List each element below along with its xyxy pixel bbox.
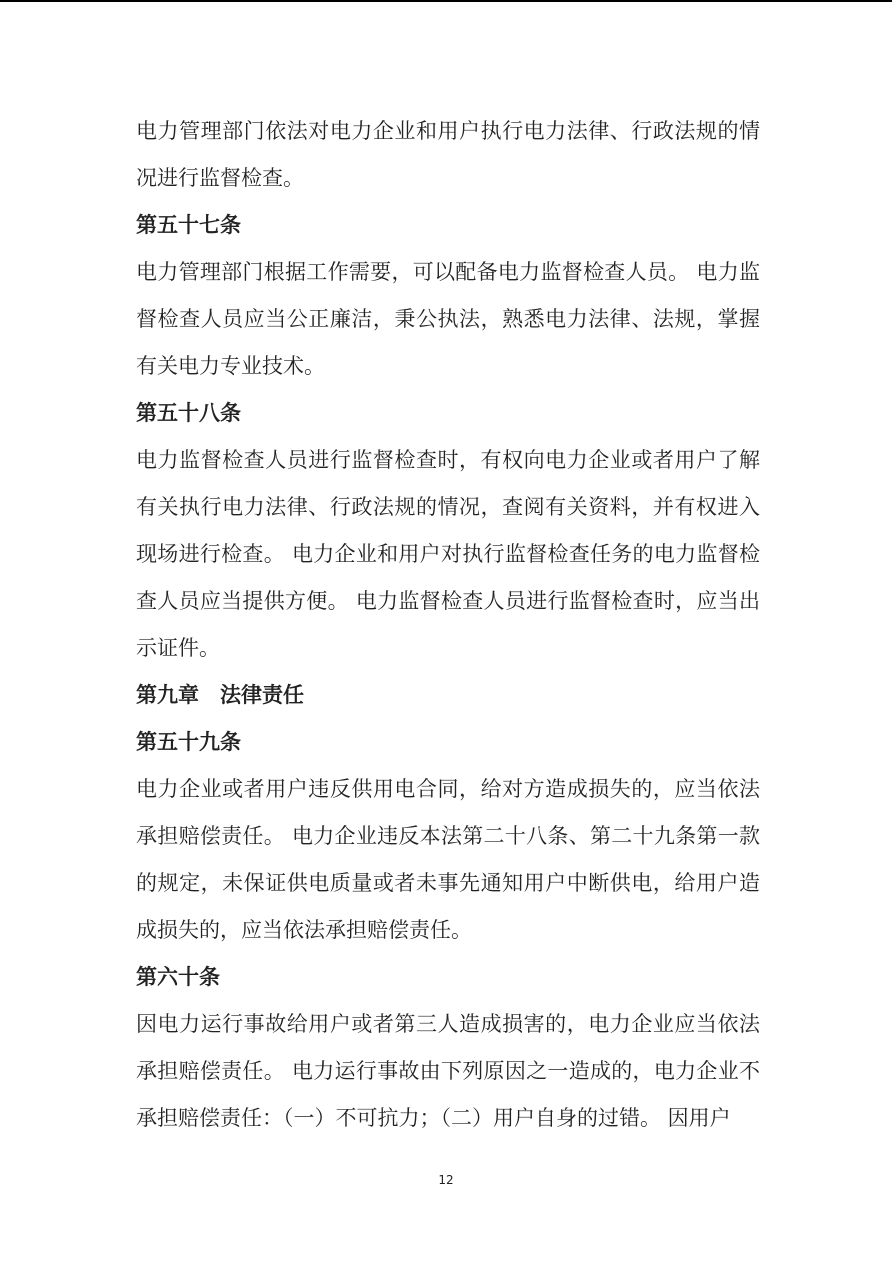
- article-60-text: 因电力运行事故给用户或者第三人造成损害的，电力企业应当依法承担赔偿责任。 电力运行事故由下列原因之一造成的，电力企业不承担赔偿责任：（一）不可抗力；（二）用户自身的过错。 因用户: [136, 1012, 760, 1130]
- top-border-line: [0, 0, 892, 2]
- article-57-heading: 第五十七条: [136, 213, 241, 237]
- article-58-heading: 第五十八条: [136, 401, 241, 425]
- page-number: 12: [438, 1173, 454, 1187]
- chapter-9-heading: 第九章 法律责任: [136, 683, 304, 707]
- document-body: [136, 108, 760, 1142]
- article-59-text: 电力企业或者用户违反供用电合同，给对方造成损失的，应当依法承担赔偿责任。 电力企业违反本法第二十八条、第二十九条第一款的规定，未保证供电质量或者未事先通知用户中断供电，给用户造成损失的，应当依法承担赔偿责任。: [136, 777, 760, 942]
- article-57-text: 电力管理部门根据工作需要，可以配备电力监督检查人员。 电力监督检查人员应当公正廉洁，秉公执法，熟悉电力法律、法规，掌握有关电力专业技术。: [136, 260, 760, 378]
- article-56-text: 电力管理部门依法对电力企业和用户执行电力法律、行政法规的情况进行监督检查。: [136, 119, 760, 190]
- article-60-heading: 第六十条: [136, 965, 220, 989]
- article-58-text: 电力监督检查人员进行监督检查时，有权向电力企业或者用户了解有关执行电力法律、行政法规的情况，查阅有关资料，并有权进入现场进行检查。 电力企业和用户对执行监督检查任务的电力监督检查人员应当提供方便。 电力监督检查人员进行监督检查时，应当出示证件。: [136, 448, 760, 660]
- article-59-heading: 第五十九条: [136, 730, 241, 754]
